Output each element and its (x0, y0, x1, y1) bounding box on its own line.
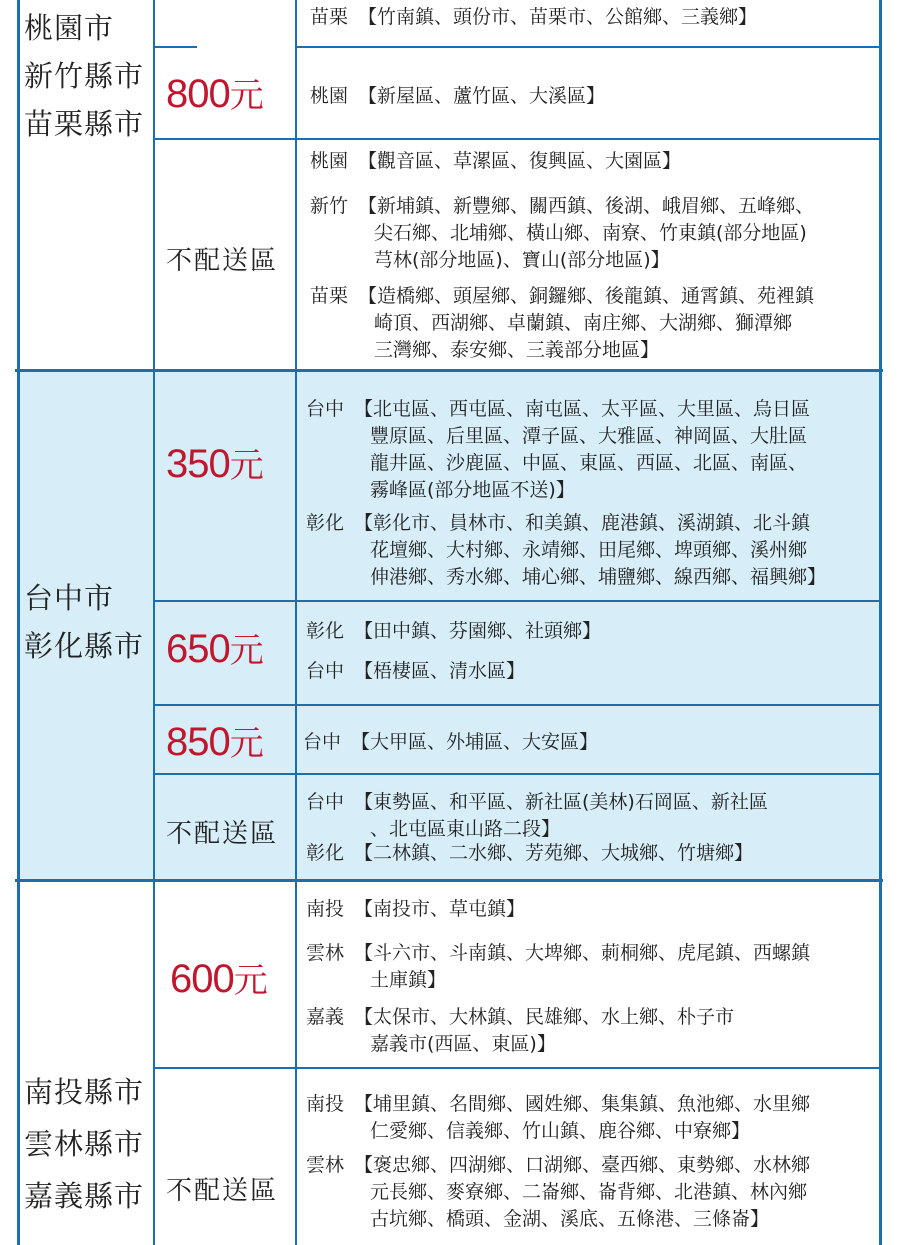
area-line: 【太保市、大林鎮、民雄鄉、水上鄉、朴子市 (354, 1006, 735, 1028)
price-unit: 元 (229, 76, 263, 116)
county-name: 桃園 (310, 85, 349, 107)
area-line: 芎林(部分地區)、寶山(部分地區)】 (374, 249, 670, 271)
tier-separator (153, 704, 880, 706)
county-name: 雲林 (306, 942, 345, 964)
delivery-area (310, 283, 814, 364)
tier-separator (295, 46, 880, 48)
no-delivery-label: 不配送區 (166, 819, 279, 849)
delivery-area (306, 618, 601, 645)
area-line: 豐原區、后里區、潭子區、大雅區、神岡區、大肚區 (370, 425, 808, 447)
column-line-city (153, 0, 155, 1245)
county-name: 台中 (303, 731, 342, 753)
area-line: 尖石鄉、北埔鄉、橫山鄉、南寮、竹東鎮(部分地區) (374, 222, 807, 244)
delivery-area (310, 148, 681, 175)
region-divider (15, 879, 883, 882)
area-line: 嘉義市(西區、東區)】 (370, 1033, 556, 1055)
price-label (166, 716, 263, 765)
county-name: 台中 (306, 660, 345, 682)
area-line: 仁愛鄉、信義鄉、竹山鎮、鹿谷鄉、中寮鄉】 (370, 1120, 751, 1142)
city-list (24, 574, 144, 670)
delivery-area (306, 1091, 810, 1145)
price-value: 650 (166, 627, 230, 671)
county-name: 彰化 (306, 512, 345, 534)
area-line: 【梧棲區、清水區】 (354, 660, 526, 682)
area-line: 【斗六市、斗南鎮、大埤鄉、莿桐鄉、虎尾鎮、西螺鎮 (354, 942, 811, 964)
city-name: 桃園市 (24, 11, 115, 45)
price-label (166, 438, 263, 487)
area-line: 【田中鎮、芬園鄉、社頭鄉】 (354, 620, 602, 642)
delivery-area (310, 4, 757, 31)
area-line: 霧峰區(部分地區不送)】 (370, 479, 575, 501)
delivery-area (306, 658, 525, 685)
tier-separator (153, 600, 880, 602)
price-value: 800 (166, 72, 230, 116)
delivery-area (310, 83, 605, 110)
city-name: 南投縣市 (24, 1075, 145, 1109)
area-line: 【新埔鎮、新豐鄉、關西鎮、後湖、峨眉鄉、五峰鄉、 (358, 195, 815, 217)
city-name: 新竹縣市 (24, 59, 145, 93)
area-line: 【北屯區、西屯區、南屯區、太平區、大里區、烏日區 (354, 398, 811, 420)
delivery-area (306, 510, 826, 591)
price-value: 350 (166, 442, 230, 486)
county-name: 彰化 (306, 842, 345, 864)
area-line: 花壇鄉、大村鄉、永靖鄉、田尾鄉、埤頭鄉、溪州鄉 (370, 539, 808, 561)
city-list (24, 1068, 144, 1224)
column-line-price (295, 0, 297, 1245)
tier-separator-stub (153, 46, 197, 48)
city-name: 台中市 (24, 581, 115, 615)
county-name: 新竹 (310, 195, 349, 217)
area-line: 【造橋鄉、頭屋鄉、銅鑼鄉、後龍鎮、通霄鎮、苑裡鎮 (358, 285, 815, 307)
price-unit: 元 (233, 961, 267, 1001)
area-line: 土庫鎮】 (370, 969, 447, 991)
area-line: 【彰化市、員林市、和美鎮、鹿港鎮、溪湖鎮、北斗鎮 (354, 512, 811, 534)
price-unit: 元 (229, 631, 263, 671)
delivery-area (306, 1004, 734, 1058)
area-line: 元長鄉、麥寮鄉、二崙鄉、崙背鄉、北港鎮、林內鄉 (370, 1181, 808, 1203)
delivery-area (306, 840, 753, 867)
delivery-area (306, 1152, 810, 1233)
price-unit: 元 (229, 446, 263, 486)
city-list (24, 4, 144, 148)
price-value: 600 (170, 957, 234, 1001)
price-label (170, 953, 267, 1002)
delivery-area (303, 729, 598, 756)
county-name: 台中 (306, 791, 345, 813)
county-name: 苗栗 (310, 6, 349, 28)
area-line: 【新屋區、蘆竹區、大溪區】 (358, 85, 606, 107)
delivery-area (310, 193, 814, 274)
city-name: 彰化縣市 (24, 629, 145, 663)
area-line: 【二林鎮、二水鄉、芳苑鄉、大城鄉、竹塘鄉】 (354, 842, 754, 864)
price-value: 850 (166, 720, 230, 764)
no-delivery-label: 不配送區 (166, 1176, 279, 1206)
city-name: 苗栗縣市 (24, 107, 145, 141)
area-line: 【大甲區、外埔區、大安區】 (351, 731, 599, 753)
county-name: 南投 (306, 1093, 345, 1115)
area-line: 伸港鄉、秀水鄉、埔心鄉、埔鹽鄉、線西鄉、福興鄉】 (370, 566, 827, 588)
county-name: 苗栗 (310, 285, 349, 307)
area-line: 三灣鄉、泰安鄉、三義部分地區】 (374, 339, 660, 361)
county-name: 雲林 (306, 1154, 345, 1176)
delivery-area (306, 940, 810, 994)
area-line: 古坑鄉、橋頭、金湖、溪底、五條港、三條崙】 (370, 1208, 770, 1230)
county-name: 嘉義 (306, 1006, 345, 1028)
county-name: 台中 (306, 398, 345, 420)
tier-separator (153, 773, 880, 775)
tier-separator (153, 138, 880, 140)
area-line: 【南投市、草屯鎮】 (354, 898, 526, 920)
price-unit: 元 (229, 724, 263, 764)
no-delivery-label: 不配送區 (166, 246, 279, 276)
area-line: 、北屯區東山路二段】 (370, 818, 561, 840)
delivery-area (306, 896, 525, 923)
price-label (166, 68, 263, 117)
county-name: 南投 (306, 898, 345, 920)
price-label (166, 623, 263, 672)
area-line: 【褒忠鄉、四湖鄉、口湖鄉、臺西鄉、東勢鄉、水林鄉 (354, 1154, 811, 1176)
delivery-area (306, 396, 810, 504)
area-line: 崎頂、西湖鄉、卓蘭鎮、南庄鄉、大湖鄉、獅潭鄉 (374, 312, 793, 334)
area-line: 【東勢區、和平區、新社區(美林)石岡區、新社區 (354, 791, 768, 813)
area-line: 【竹南鎮、頭份市、苗栗市、公館鄉、三義鄉】 (358, 6, 758, 28)
area-line: 【觀音區、草漯區、復興區、大園區】 (358, 150, 682, 172)
county-name: 桃園 (310, 150, 349, 172)
city-name: 嘉義縣市 (24, 1179, 145, 1213)
city-name: 雲林縣市 (24, 1127, 145, 1161)
area-line: 龍井區、沙鹿區、中區、東區、西區、北區、南區、 (370, 452, 808, 474)
delivery-area (306, 789, 768, 843)
tier-separator (153, 1067, 880, 1069)
region-divider (15, 369, 883, 372)
county-name: 彰化 (306, 620, 345, 642)
area-line: 【埔里鎮、名間鄉、國姓鄉、集集鎮、魚池鄉、水里鄉 (354, 1093, 811, 1115)
